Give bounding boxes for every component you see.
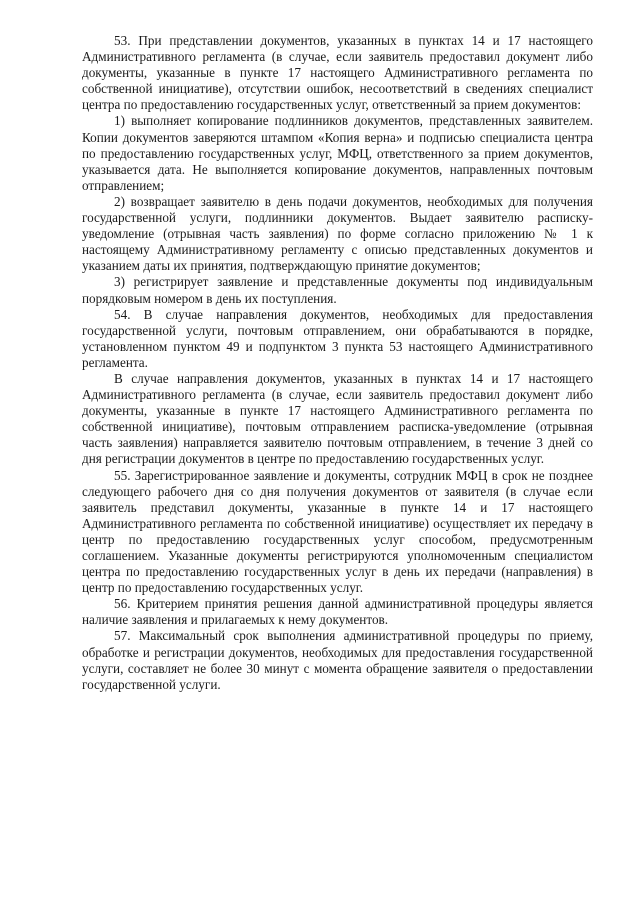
paragraph-55: 55. Зарегистрированное заявление и документы, сотрудник МФЦ в срок не позднее следующего рабочего дня со дня получения документов от заявителя (в случае если заявитель представил документы, указанные в пункте 14 и 17 настоящего Административного регламента по собственной инициативе) осуществляет их передачу в центр по предоставлению государственных услуг способом, предусмотренным соглашением. Указанные документы регистрируются уполномоченным специалистом центра по предоставлению государственных услуг в день их передачи (направления) в центр по предоставлению государственных услуг. [82,467,593,596]
paragraph-54: 54. В случае направления документов, необходимых для предоставления государственной услуги, почтовым отправлением, они обрабатываются в порядке, установленном пунктом 49 и подпунктом 3 пункта 53 настоящего Административного регламента. [82,306,593,370]
paragraph-56: 56. Критерием принятия решения данной административной процедуры является наличие заявления и прилагаемых к нему документов. [82,596,593,628]
paragraph-53-item-3: 3) регистрирует заявление и представленные документы под индивидуальным порядковым номером в день их поступления. [82,274,593,306]
paragraph-53-item-2: 2) возвращает заявителю в день подачи документов, необходимых для получения государственной услуги, подлинники документов. Выдает заявителю расписку-уведомление (отрывная часть заявления) по форме согласно приложению № 1 к настоящему Административному регламенту с описью представленных документов и указанием даты их принятия, подтверждающую принятие документов; [82,193,593,274]
document-page [82,33,593,693]
paragraph-53-item-1: 1) выполняет копирование подлинников документов, представленных заявителем. Копии документов заверяются штампом «Копия верна» и подписью специалиста центра по предоставлению государственных услуг, МФЦ, ответственного за прием документов, указывается дата. Не выполняется копирование документов, направленных почтовым отправлением; [82,113,593,193]
paragraph-53: 53. При представлении документов, указанных в пунктах 14 и 17 настоящего Административного регламента (в случае, если заявитель предоставил документ либо документы, указанные в пункте 17 настоящего Административного регламента по собственной инициативе), отсутствии ошибок, несоответствий в сведениях специалист центра по предоставлению государственных услуг, ответственный за прием документов: [82,33,593,113]
paragraph-54-continued: В случае направления документов, указанных в пунктах 14 и 17 настоящего Административного регламента (в случае, если заявитель предоставил документ либо документы, указанные в пункте 17 настоящего Административного регламента по собственной инициативе), почтовым отправлением расписка-уведомление (отрывная часть заявления) направляется заявителю почтовым отправлением, в течение 3 дней со дня регистрации документов в центре по предоставлению государственных услуг. [82,370,593,467]
paragraph-57: 57. Максимальный срок выполнения административной процедуры по приему, обработке и регистрации документов, необходимых для предоставления государственной услуги, составляет не более 30 минут с момента обращение заявителя о предоставлении государственной услуги. [82,628,593,692]
